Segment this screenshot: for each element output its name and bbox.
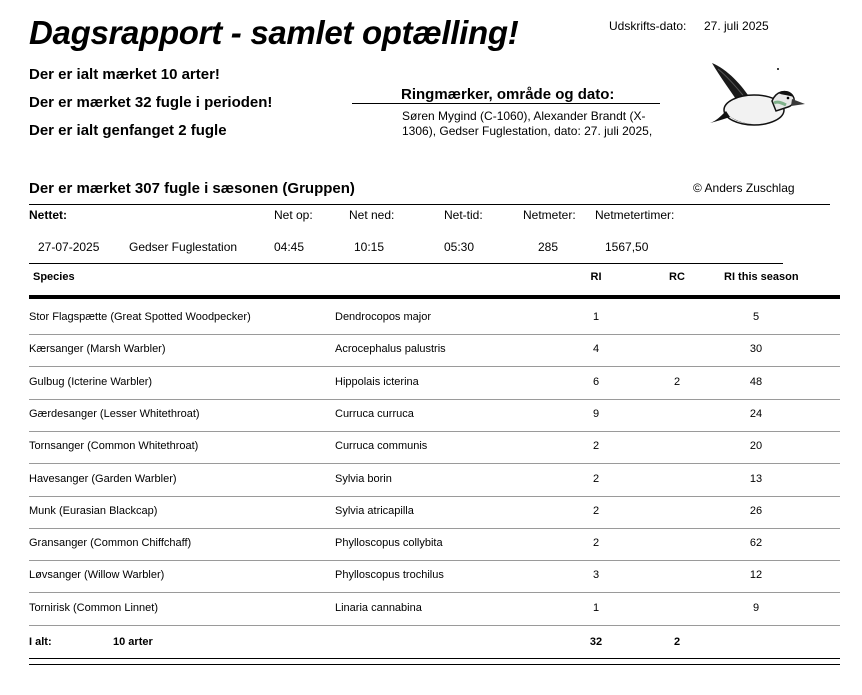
season-count: 20 <box>749 440 763 453</box>
net-meter-label: Netmeter: <box>523 208 576 222</box>
ringers-divider <box>352 103 660 104</box>
total-rc: 2 <box>673 636 681 648</box>
season-count: 62 <box>749 537 763 550</box>
table-row <box>29 431 840 464</box>
net-place: Gedser Fuglestation <box>129 240 238 254</box>
latin-name: Sylvia atricapilla <box>335 504 414 517</box>
season-total: Der er mærket 307 fugle i sæsonen (Gruppen) <box>29 180 355 197</box>
net-label: Nettet: <box>29 208 67 222</box>
total-label: I alt: <box>29 636 52 648</box>
ri-count: 1 <box>592 311 600 323</box>
table-row <box>29 302 840 335</box>
total-species: 10 arter <box>113 636 153 648</box>
rc-count: 2 <box>673 375 681 388</box>
species-name: Tornsanger (Common Whitethroat) <box>29 440 199 453</box>
ri-count: 3 <box>592 569 600 582</box>
net-meterhours-label: Netmetertimer: <box>595 208 675 222</box>
summary-birds-period: Der er mærket 32 fugle i perioden! <box>29 94 273 111</box>
season-count: 26 <box>749 504 763 517</box>
net-op-label: Net op: <box>274 208 313 222</box>
season-count: 5 <box>752 311 760 323</box>
ri-count: 2 <box>592 472 600 485</box>
table-header-rule <box>29 295 840 299</box>
species-name: Løvsanger (Willow Warbler) <box>29 569 165 582</box>
latin-name: Curruca communis <box>335 440 428 453</box>
latin-name: Hippolais icterina <box>335 375 419 388</box>
divider <box>29 204 830 205</box>
latin-name: Curruca curruca <box>335 407 414 420</box>
ringers-heading: Ringmærker, område og dato: <box>401 86 615 103</box>
season-count: 13 <box>749 472 763 485</box>
col-header-ri: RI <box>590 271 602 283</box>
table-row <box>29 560 840 593</box>
table-row <box>29 496 840 529</box>
copyright: © Anders Zuschlag <box>693 181 795 195</box>
season-count: 48 <box>749 375 763 388</box>
table-row <box>29 399 840 432</box>
ri-count: 4 <box>592 343 600 356</box>
net-tid-label: Net-tid: <box>444 208 483 222</box>
species-name: Gærdesanger (Lesser Whitethroat) <box>29 407 200 420</box>
species-name: Gransanger (Common Chiffchaff) <box>29 537 192 550</box>
net-date: 27-07-2025 <box>38 240 100 254</box>
latin-name: Phylloscopus collybita <box>335 537 443 550</box>
net-ned-label: Net ned: <box>349 208 395 222</box>
species-name: Tornirisk (Common Linnet) <box>29 601 158 614</box>
col-header-species: Species <box>33 271 75 283</box>
species-name: Gulbug (Icterine Warbler) <box>29 375 153 388</box>
ri-count: 9 <box>592 407 600 420</box>
page-title: Dagsrapport - samlet optælling! <box>29 14 519 51</box>
season-count: 30 <box>749 343 763 356</box>
latin-name: Linaria cannabina <box>335 601 422 614</box>
ringers-details: Søren Mygind (C-1060), Alexander Brandt (X-1306), Gedser Fuglestation, dato: 27. juli 2025, <box>402 109 653 138</box>
col-header-season: RI this season <box>724 271 799 283</box>
ri-count: 1 <box>592 601 600 614</box>
net-meterhours-value: 1567,50 <box>605 240 649 254</box>
total-ri: 32 <box>589 636 603 648</box>
table-row <box>29 593 840 626</box>
eider-duck-icon <box>702 55 812 135</box>
divider <box>29 658 840 659</box>
net-ned-value: 10:15 <box>354 240 385 254</box>
season-count: 12 <box>749 569 763 582</box>
latin-name: Acrocephalus palustris <box>335 343 446 356</box>
net-meter-value: 285 <box>538 240 559 254</box>
latin-name: Phylloscopus trochilus <box>335 569 444 582</box>
ri-count: 2 <box>592 440 600 453</box>
table-row <box>29 528 840 561</box>
ri-count: 2 <box>592 504 600 517</box>
divider <box>29 263 783 264</box>
species-name: Munk (Eurasian Blackcap) <box>29 504 158 517</box>
latin-name: Dendrocopos major <box>335 311 431 323</box>
species-name: Stor Flagspætte (Great Spotted Woodpecker) <box>29 311 251 323</box>
season-count: 9 <box>752 601 760 614</box>
summary-species-count: Der er ialt mærket 10 arter! <box>29 66 220 83</box>
net-tid-value: 05:30 <box>444 240 475 254</box>
net-op-value: 04:45 <box>274 240 305 254</box>
ri-count: 6 <box>592 375 600 388</box>
latin-name: Sylvia borin <box>335 472 392 485</box>
print-date-value: 27. juli 2025 <box>704 19 769 33</box>
table-row <box>29 464 840 497</box>
ri-count: 2 <box>592 537 600 550</box>
table-row <box>29 367 840 400</box>
season-count: 24 <box>749 407 763 420</box>
species-name: Havesanger (Garden Warbler) <box>29 472 177 485</box>
species-name: Kærsanger (Marsh Warbler) <box>29 343 166 356</box>
col-header-rc: RC <box>669 271 685 283</box>
summary-recaptures: Der er ialt genfanget 2 fugle <box>29 122 227 139</box>
divider <box>29 664 840 665</box>
print-date-label: Udskrifts-dato: <box>609 19 687 33</box>
table-row <box>29 334 840 367</box>
